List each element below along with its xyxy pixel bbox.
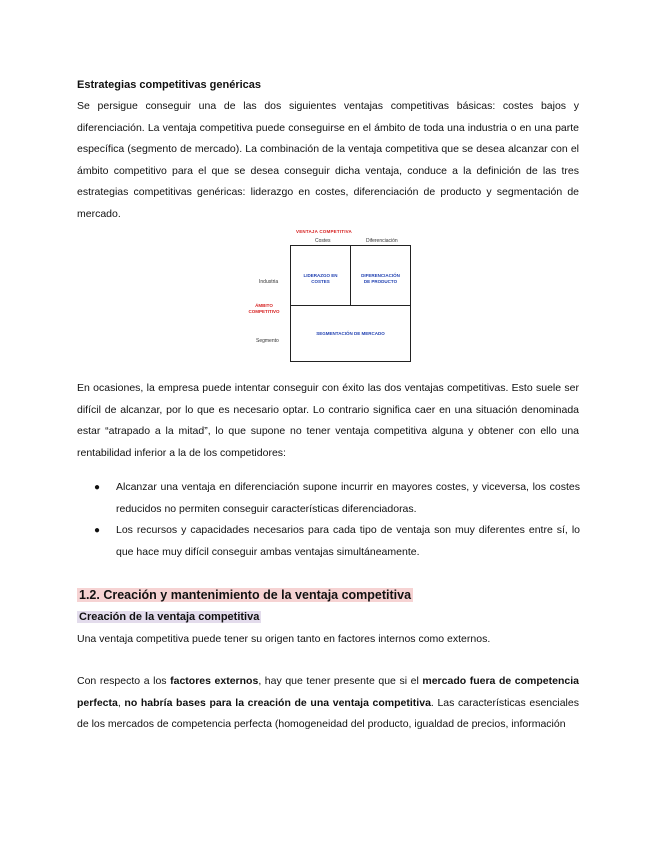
external-factors-paragraph <box>77 671 579 736</box>
diagram-row-segment: Segmento <box>256 338 279 344</box>
diagram-cost-label-l2: COSTES <box>311 279 330 284</box>
diagram-seg-label: SEGMENTACIÓN DE MERCADO <box>316 331 385 336</box>
subsection-title: Creación de la ventaja competitiva <box>79 611 260 623</box>
section-title: 1.2. Creación y mantenimiento de la ventaja competitiva <box>79 588 412 602</box>
diagram-cost-label-l1: LIDERAZGO EN <box>303 273 338 278</box>
list-item <box>94 520 580 563</box>
bullet-icon: ● <box>94 482 101 493</box>
p3-bold-3: no habría bases para la creación de una ventaja competitiva <box>124 696 431 709</box>
origin-sentence: Una ventaja competitiva puede tener su origen tanto en factores internos como externos. <box>77 633 491 645</box>
bullet-icon: ● <box>94 525 101 536</box>
diagram-col-costs: Costes <box>315 238 331 244</box>
p3-bold-1: factores externos <box>170 675 259 687</box>
intro-paragraph: Se persigue conseguir una de las dos siguientes ventajas competitivas básicas: costes bajos y diferenciación. La ventaja competitiva puede conseguirse en el ámbito de toda una industria o en una parte específica (segmento de mercado). La combinación de la ventaja competitiva que se desea alcanzar con el ámbito competitivo para el que se desea conseguir dicha ventaja, conduce a la definición de las tres estrategias competitivas genéricas: liderazgo en costes, diferenciación de producto y segmentación de mercado. <box>77 100 579 220</box>
section-heading: Estrategias competitivas genéricas <box>77 79 262 91</box>
list-item-text: Los recursos y capacidades necesarios para cada tipo de ventaja son muy diferentes entre sí, lo que hace muy difícil conseguir ambas ventajas simultáneamente. <box>116 524 580 558</box>
p3-bold-2: mercado fuera de competencia perfecta <box>77 675 579 709</box>
diagram-side-label-l1: ÁMBITO <box>255 303 273 308</box>
diagram-side-label-l2: COMPETITIVO <box>248 309 280 314</box>
competitive-strategy-diagram <box>240 229 420 369</box>
list-item-text: Alcanzar una ventaja en diferenciación supone incurrir en mayores costes, y viceversa, los costes reducidos no permiten conseguir características diferenciadoras. <box>116 481 580 515</box>
diagram-cost-label <box>290 273 351 285</box>
diagram-diff-label-l1: DIFERENCIACIÓN <box>361 273 400 278</box>
p3-text-2: , hay que tener presente que si el <box>258 675 423 687</box>
p3-text-4: . Las características esenciales de los mercados de competencia perfecta (homogeneidad del producto, igualdad de precios, información <box>77 696 579 730</box>
diagram-row-industry: Industria <box>259 279 279 285</box>
bullet-list <box>94 477 580 563</box>
trapped-paragraph: En ocasiones, la empresa puede intentar conseguir con éxito las dos ventajas competitivas. Esto suele ser difícil de alcanzar, por lo que es necesario optar. Lo contrario significa caer en una situación denominada estar “atrapado a la mitad”, lo que supone no tener ventaja competitiva alguna y obtener con ello una rentabilidad inferior a la de los competidores: <box>77 382 579 459</box>
diagram-col-differentiation: Diferenciación <box>366 238 398 244</box>
p3-text-1: Con respecto a los <box>77 675 171 687</box>
diagram-top-label: VENTAJA COMPETITIVA <box>296 229 352 234</box>
p3-text-3: , <box>117 696 125 709</box>
list-item <box>94 477 580 520</box>
diagram-diff-label <box>350 273 411 285</box>
diagram-diff-label-l2: DE PRODUCTO <box>363 279 398 284</box>
diagram-side-label <box>244 303 284 315</box>
